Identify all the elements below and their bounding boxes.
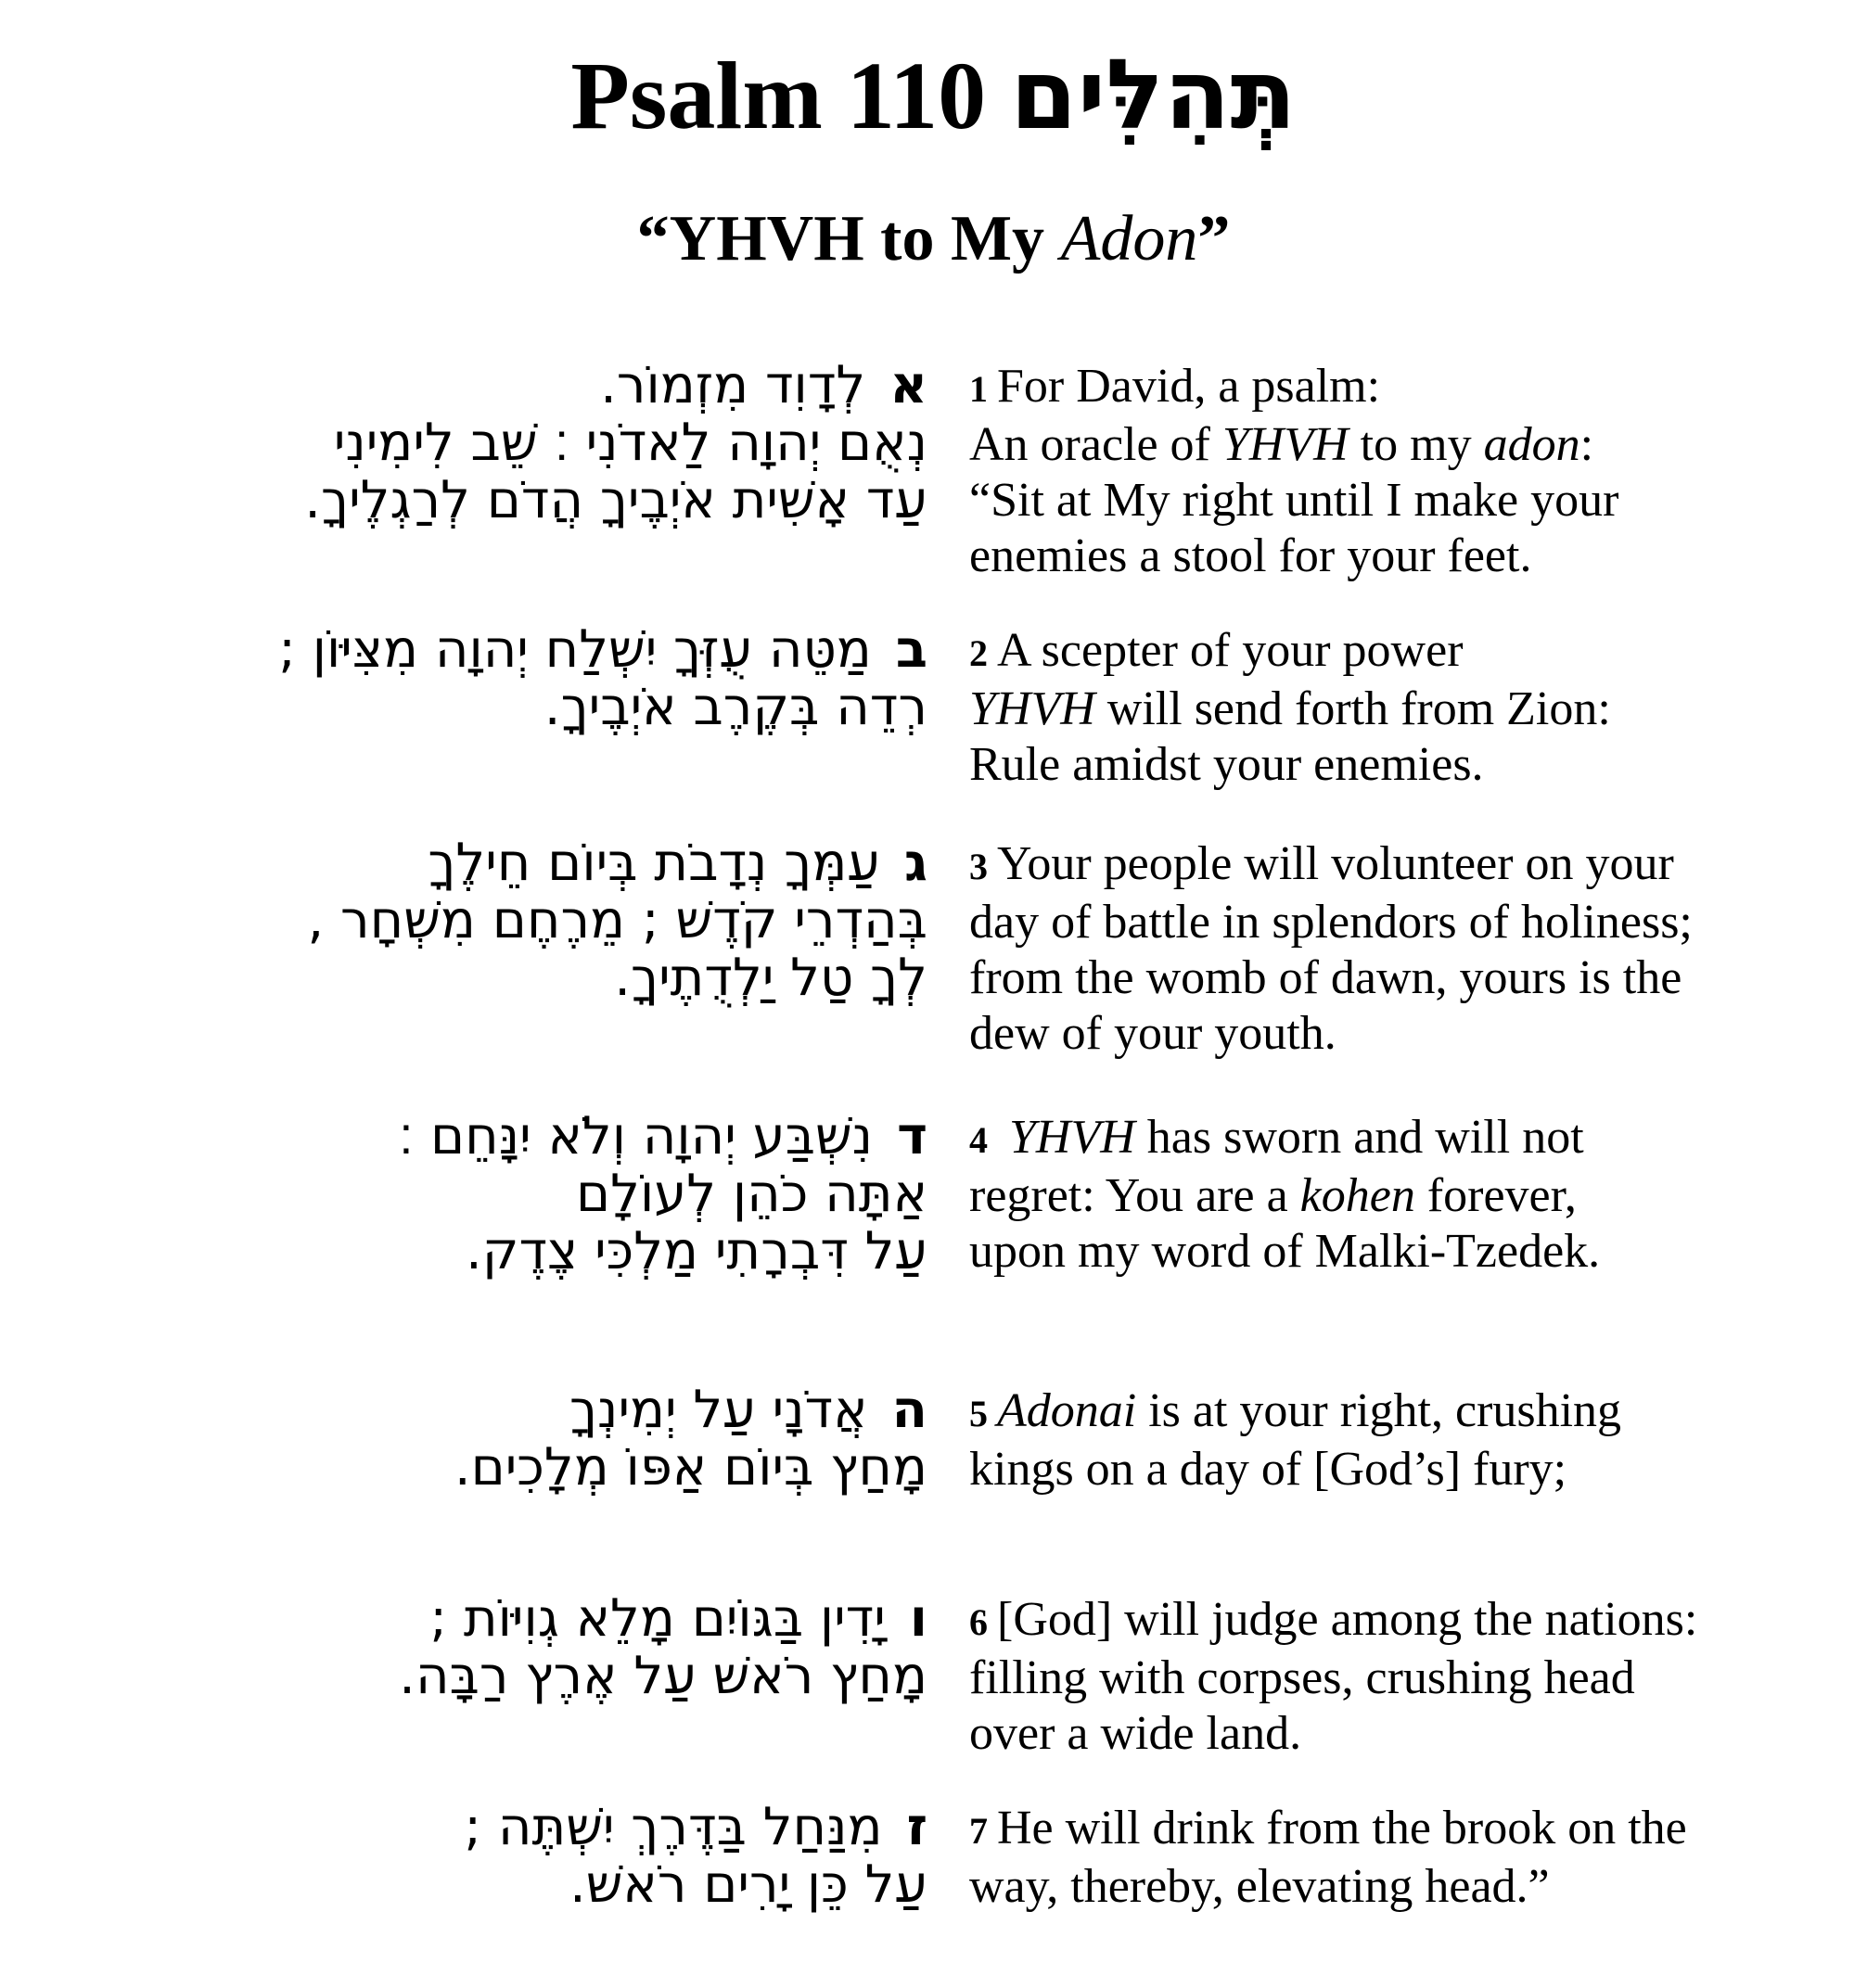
hebrew-verse	[56, 621, 927, 736]
english-italic-text: YHVH	[969, 682, 1095, 735]
hebrew-line-text: לְךָ טַל יַלְדֻתֶיךָ.	[614, 948, 927, 1008]
english-line	[969, 682, 1836, 737]
english-verse	[969, 1592, 1836, 1762]
title-english: Psalm 110	[570, 43, 987, 149]
english-italic-text: kohen	[1299, 1169, 1415, 1222]
english-text: will send forth from Zion:	[1094, 682, 1611, 735]
english-text: has sworn and will not	[1134, 1111, 1584, 1164]
page-title	[0, 37, 1867, 154]
english-verse	[969, 359, 1836, 584]
hebrew-line-text: נְאֻם יְהוָה לַאדֹנִי ׃ שֵׁב לִימִינִי	[333, 413, 927, 473]
hebrew-line-text: עַמְּךָ נְדָבֹת בְּיוֹם חֵילֶךָ	[428, 833, 880, 893]
hebrew-line	[56, 1166, 927, 1223]
verse-number: 1	[969, 368, 988, 410]
hebrew-verse	[56, 835, 927, 1007]
hebrew-line	[56, 1108, 927, 1166]
hebrew-line-text: עַל כֵּן יָרִים רֹאשׁ.	[569, 1854, 927, 1915]
english-verse	[969, 836, 1836, 1062]
hebrew-line	[56, 835, 927, 892]
hebrew-line	[56, 892, 927, 949]
hebrew-verse	[56, 1108, 927, 1281]
english-text: upon my word of Malki-Tzedek.	[969, 1225, 1601, 1278]
english-line	[969, 417, 1836, 473]
english-text: He will drink from the brook on the	[997, 1802, 1687, 1854]
verse-number: 4	[969, 1119, 988, 1161]
english-text: An oracle of	[969, 418, 1222, 471]
hebrew-line-text: עַד אָשִׁית אֹיְבֶיךָ הֲדֹם לְרַגְלֶיךָ.	[304, 470, 927, 530]
verse-number: 6	[969, 1601, 988, 1643]
english-verse	[969, 1110, 1836, 1280]
hebrew-line	[56, 1648, 927, 1705]
english-italic-text: Adonai	[997, 1384, 1137, 1437]
english-text: day of battle in splendors of holiness;	[969, 896, 1693, 949]
hebrew-line	[56, 1590, 927, 1648]
hebrew-line-text: מָחַץ בְּיוֹם אַפּוֹ מְלָכִים.	[454, 1437, 927, 1497]
hebrew-verse-letter: ב	[895, 619, 927, 680]
english-text: :	[1579, 418, 1594, 471]
english-text: Your people will volunteer on your	[997, 837, 1674, 890]
hebrew-line-text: מָחַץ רֹאשׁ עַל אֶרֶץ רַבָּה.	[399, 1646, 927, 1706]
hebrew-line-text: עַל דִּבְרָתִי מַלְכִּי צֶדֶק.	[465, 1221, 927, 1281]
hebrew-line-text: לְדָוִד מִזְמוֹר.	[600, 355, 866, 415]
hebrew-line	[56, 414, 927, 472]
english-text: to my	[1348, 418, 1484, 471]
english-text: forever,	[1414, 1169, 1577, 1222]
english-line	[969, 1224, 1836, 1280]
english-verse	[969, 1801, 1836, 1915]
subtitle	[0, 199, 1867, 278]
english-text: dew of your youth.	[969, 1007, 1336, 1060]
english-text: way, thereby, elevating head.”	[969, 1860, 1550, 1913]
hebrew-line	[56, 1856, 927, 1914]
hebrew-line	[56, 1223, 927, 1281]
hebrew-line-text: בְּהַדְרֵי קֹדֶשׁ ; מֵרֶחֶם מִשְׁחָר ,	[307, 890, 927, 950]
english-text: enemies a stool for your feet.	[969, 529, 1532, 582]
english-line	[969, 895, 1836, 950]
english-text: For David, a psalm:	[997, 360, 1381, 413]
hebrew-line-text: אַתָּה כֹהֵן לְעוֹלָם	[575, 1164, 927, 1224]
english-line	[969, 1442, 1836, 1497]
subtitle-italic: Adon	[1060, 203, 1198, 274]
english-text: is at your right, crushing	[1136, 1384, 1622, 1437]
hebrew-verse	[56, 1799, 927, 1914]
hebrew-line	[56, 621, 927, 679]
hebrew-line-text: יָדִין בַּגּוֹיִם מָלֵא גְוִיּוֹת ;	[429, 1588, 886, 1649]
english-line	[969, 1383, 1836, 1442]
english-verse	[969, 623, 1836, 793]
verse-number: 3	[969, 846, 988, 887]
english-line	[969, 359, 1836, 417]
english-text: [God] will judge among the nations:	[997, 1593, 1698, 1646]
hebrew-line	[56, 1382, 927, 1439]
english-line	[969, 1859, 1836, 1915]
english-line	[969, 623, 1836, 682]
hebrew-line	[56, 1439, 927, 1497]
hebrew-verse-letter: ו	[909, 1588, 927, 1649]
hebrew-verse-letter: ה	[891, 1380, 927, 1440]
english-line	[969, 950, 1836, 1006]
english-text: kings on a day of [God’s] fury;	[969, 1443, 1567, 1496]
english-text: over a wide land.	[969, 1707, 1302, 1760]
english-line	[969, 1110, 1836, 1168]
english-text	[997, 1111, 1009, 1164]
hebrew-verse-letter: ז	[906, 1797, 927, 1857]
english-italic-text: adon	[1483, 418, 1580, 471]
english-line	[969, 1801, 1836, 1859]
hebrew-line	[56, 357, 927, 414]
english-text: Rule amidst your enemies.	[969, 738, 1484, 791]
hebrew-verse	[56, 357, 927, 529]
english-text: “Sit at My right until I make your	[969, 474, 1619, 527]
english-verse	[969, 1383, 1836, 1497]
hebrew-line	[56, 472, 927, 529]
english-line	[969, 737, 1836, 793]
hebrew-line	[56, 679, 927, 736]
english-text: regret: You are a	[969, 1169, 1300, 1222]
hebrew-line-text: אֲדֹנָי עַל יְמִינְךָ	[569, 1380, 868, 1440]
english-line	[969, 1650, 1836, 1706]
hebrew-line-text: מִנַּחַל בַּדֶּרֶךְ יִשְׁתֶּה ;	[464, 1797, 883, 1857]
english-text: filling with corpses, crushing head	[969, 1651, 1635, 1704]
subtitle-text: YHVH to My	[669, 203, 1061, 274]
english-line	[969, 836, 1836, 895]
english-text: from the womb of dawn, yours is the	[969, 951, 1682, 1004]
hebrew-line-text: נִשְׁבַּע יְהוָה וְלֹא יִנָּחֵם ׃	[398, 1106, 874, 1166]
subtitle-open-quote: “	[636, 203, 670, 274]
english-line	[969, 1006, 1836, 1062]
english-line	[969, 473, 1836, 529]
english-italic-text: YHVH	[1009, 1111, 1135, 1164]
hebrew-verse-letter: א	[889, 355, 927, 415]
verse-number: 5	[969, 1393, 988, 1434]
english-italic-text: YHVH	[1221, 418, 1349, 471]
hebrew-line	[56, 949, 927, 1007]
verse-number: 7	[969, 1810, 988, 1852]
title-hebrew: תְּהִלִּים	[1010, 38, 1297, 151]
hebrew-verse	[56, 1382, 927, 1497]
english-line	[969, 1706, 1836, 1762]
english-line	[969, 1592, 1836, 1650]
hebrew-line	[56, 1799, 927, 1856]
hebrew-verse-letter: ד	[897, 1106, 927, 1166]
english-line	[969, 1168, 1836, 1224]
subtitle-close-quote: ”	[1197, 203, 1231, 274]
english-text: A scepter of your power	[997, 624, 1464, 677]
english-line	[969, 529, 1836, 584]
hebrew-verse	[56, 1590, 927, 1705]
hebrew-line-text: רְדֵה בְּקֶרֶב אֹיְבֶיךָ.	[543, 677, 927, 737]
hebrew-line-text: מַטֵּה עֻזְּךָ יִשְׁלַח יְהוָה מִצִּיּוֹן ;	[278, 619, 872, 680]
verse-number: 2	[969, 632, 988, 674]
hebrew-verse-letter: ג	[903, 833, 927, 893]
